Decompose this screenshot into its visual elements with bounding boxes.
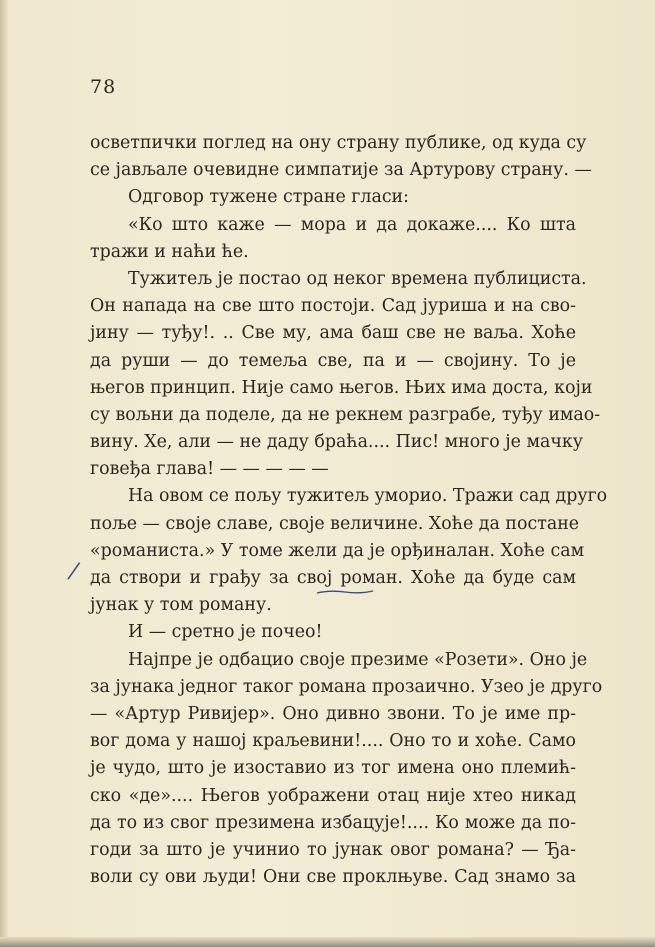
text-line: «романиста.» У томе жели да је орђиналан. Хоће сам — [90, 540, 585, 561]
text-line: говеђа глава! — — — — — — [90, 459, 329, 480]
text-line: — «Артур Ривијер». Оно дивно звони. То је име пр- — [90, 703, 576, 724]
text-line: јунак у том роману. — [90, 595, 272, 616]
text-line: На овом се пољу тужитељ уморио. Тражи сад друго — [128, 486, 608, 507]
text-line: тражи и наћи ће. — [90, 241, 249, 262]
text-line: је чудо, што је изоставио из тог имена оно племић- — [90, 758, 576, 779]
text-line: осветпички поглед на ону страну публике, од куда су — [90, 133, 587, 153]
text-line: да створи и грађу за свој роман. Хоће да буде сам — [90, 568, 576, 588]
page-bottom-edge-shadow — [0, 937, 655, 947]
text-line: Тужитељ је постао од неког времена публициста. — [128, 268, 587, 289]
margin-pencil-mark: / — [68, 558, 80, 585]
text-line: да то из свог презимена избацује!.... Ко може да по- — [90, 812, 576, 833]
text-line: ско «де».... Његов уображени отац није хтео никад — [90, 785, 576, 806]
page-number: 78 — [90, 76, 117, 98]
text-line: јину — туђу!. .. Све му, ама баш све не ваља. Хоће — [90, 323, 576, 344]
text-line: његов принцип. Није само његов. Њих има доста, који — [90, 377, 593, 398]
text-line: И — сретно је почео! — [128, 622, 323, 643]
text-line: за јунака једног таког романа прозаично. Узео је друго — [90, 676, 603, 697]
text-line: воли су ови људи! Они све проклњуве. Сад знамо за — [90, 867, 576, 888]
text-line: су вољни да поделе, да не рекнем разграбе, туђу имао- — [90, 404, 601, 425]
text-line: да руши — до темеља све, па и — својину. То је — [90, 350, 576, 371]
text-line: годи за што је учинио то јунак овог романа? — Ђа- — [90, 839, 576, 860]
text-line: се јављале очевидне симпатије за Артурову страну. — — [90, 160, 592, 181]
text-line: Одговор тужене стране гласи: — [128, 187, 410, 208]
text-line: вог дома у нашој краљевини!.... Оно то и хоће. Само — [90, 731, 576, 752]
text-line: Најпре је одбацио своје презиме «Розети». Оно је — [128, 649, 588, 670]
pencil-underline-mark — [316, 589, 374, 595]
page-left-edge-shadow — [0, 0, 8, 947]
body-text — [90, 130, 608, 891]
text-line: вину. Хе, али — не даду браћа.... Пис! много је мачку — [90, 432, 583, 453]
text-line: Он напада на све што постоји. Сад јуриша и на сво- — [90, 296, 576, 317]
text-line: поље — своје славе, своје величине. Хоће да постане — [90, 513, 580, 534]
text-line: «Ко што каже — мора и да докаже.... Ко шта — [128, 214, 576, 235]
